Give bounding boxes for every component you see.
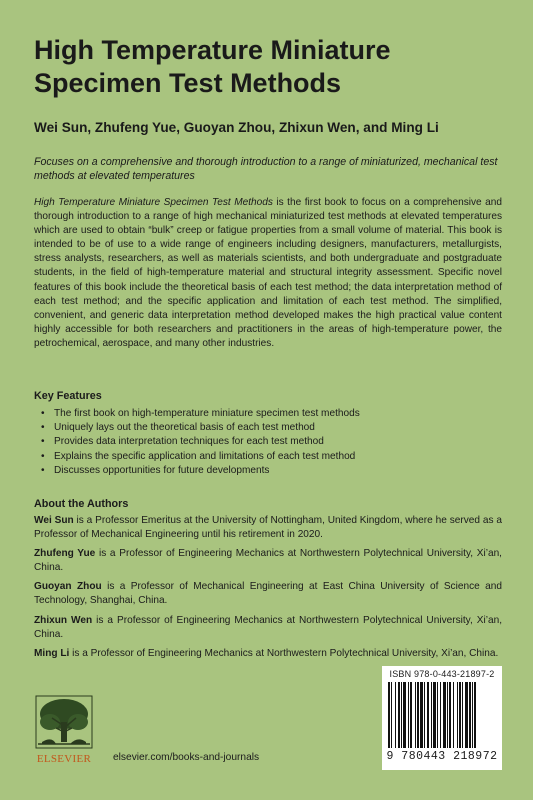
list-item	[34, 421, 504, 435]
list-item	[34, 450, 504, 464]
bullet-icon: •	[41, 436, 45, 448]
feature-text: Provides data interpretation techniques for each test method	[54, 436, 324, 448]
publisher-name: ELSEVIER	[36, 753, 92, 765]
list-item	[34, 464, 504, 478]
key-features-heading: Key Features	[34, 390, 102, 402]
author-bio-text: is a Professor of Mechanical Engineering at East China University of Science and Technology, Shanghai, China.	[34, 581, 502, 607]
barcode-box	[382, 666, 502, 770]
author-name: Zhufeng Yue	[34, 548, 96, 560]
bullet-icon: •	[41, 408, 45, 419]
bullet-icon: •	[41, 464, 45, 476]
bullet-icon: •	[41, 422, 45, 434]
author-bio-text: is a Professor of Engineering Mechanics at Northwestern Polytechnical University, Xi’an, China.	[34, 614, 503, 640]
author-bio	[34, 647, 502, 661]
feature-text: The first book on high-temperature miniature specimen test methods	[54, 408, 360, 419]
list-item	[34, 435, 504, 449]
feature-text: Uniquely lays out the theoretical basis of each test method	[54, 422, 315, 434]
about-authors-heading: About the Authors	[34, 498, 129, 510]
isbn-label: ISBN 978-0-443-21897-2	[389, 669, 495, 679]
publisher-url: elsevier.com/books-and-journals	[113, 752, 260, 763]
author-bio	[34, 614, 502, 642]
key-features-list	[34, 407, 504, 478]
tagline: Focuses on a comprehensive and thorough introduction to a range of miniaturized, mechanical test methods at elevated temperatures	[34, 156, 498, 182]
author-bio-text: is a Professor Emeritus at the University of Nottingham, United Kingdom, where he served as a Professor of Mechanical Engineering until his retirement in 2020.	[34, 515, 502, 541]
author-bio-text: is a Professor of Engineering Mechanics at Northwestern Polytechnical University, Xi’an, China.	[69, 647, 499, 659]
bullet-icon: •	[41, 450, 45, 462]
barcode-number: 9 780443 218972	[386, 750, 498, 763]
author-bio	[34, 580, 502, 608]
description-text: is the first book to focus on a comprehensive and thorough introduction to a range of high mechanical miniaturized test methods at elevated temperatures which are used to obtain “bulk” creep or fatigue properties from a small volume of material. This book is intended to be of use to a wide range of engineers including designers, manufacturers, metallurgists, stress analysts, researchers, as well as materials scientists, and both undergraduate and postgraduate students, in the field of high-temperature material and structural integrity assessment. Specific novel features of this book include the theoretical basis of each test method; the data interpretation method of each test method; and the specific application and limitation of each test method. The simplified, convenient, and generic data interpretation method developed makes the high practical value content highly accessible for both researchers and practitioners in the areas of high-temperature power, the petrochemical, aerospace, and many other industries.	[34, 197, 502, 349]
author-name: Wei Sun	[34, 515, 74, 526]
author-bio	[34, 514, 502, 542]
book-title	[34, 34, 504, 100]
title-line-1: High Temperature Miniature	[34, 35, 391, 65]
author-bios	[34, 514, 502, 666]
description	[34, 196, 502, 351]
author-name: Guoyan Zhou	[34, 581, 102, 593]
author-bio	[34, 547, 502, 575]
feature-text: Explains the specific application and limitations of each test method	[54, 450, 356, 462]
authors: Wei Sun, Zhufeng Yue, Guoyan Zhou, Zhixun Wen, and Ming Li	[34, 120, 439, 135]
title-line-2: Specimen Test Methods	[34, 68, 342, 98]
author-name: Zhixun Wen	[34, 614, 93, 626]
barcode-icon	[388, 682, 496, 748]
list-item	[34, 407, 504, 421]
feature-text: Discusses opportunities for future developments	[54, 464, 270, 476]
author-name: Ming Li	[34, 647, 70, 659]
author-bio-text: is a Professor of Engineering Mechanics at Northwestern Polytechnical University, Xi’an, China.	[34, 548, 502, 574]
description-book-title: High Temperature Miniature Specimen Test Methods	[34, 197, 273, 208]
